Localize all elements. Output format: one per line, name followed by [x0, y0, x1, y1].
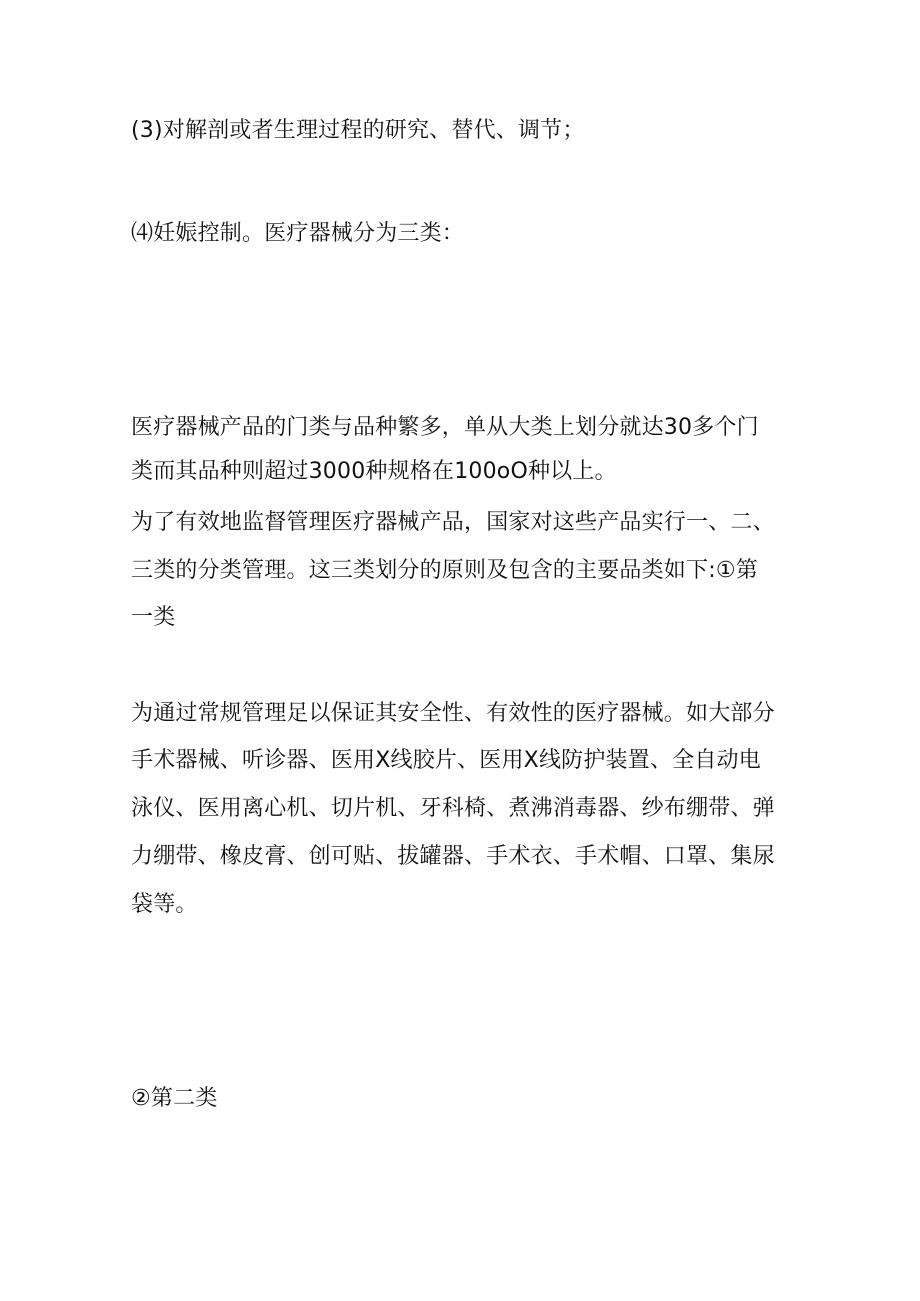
list-item-3: (3)对解剖或者生理过程的研究、替代、调节；	[131, 118, 585, 143]
paragraph-line: 为了有效地监督管理医疗器械产品，国家对这些产品实行一、二、	[131, 510, 775, 535]
paragraph-line: 三类的分类管理。这三类划分的原则及包含的主要品类如下:①第	[131, 558, 758, 583]
paragraph-line: 力绷带、橡皮膏、创可贴、拔罐器、手术衣、手术帽、口罩、集尿	[131, 844, 775, 869]
paragraph-line: 手术器械、听诊器、医用X线胶片、医用X线防护装置、全自动电	[131, 748, 761, 773]
paragraph-line: 医疗器械产品的门类与品种繁多，单从大类上划分就达30多个门	[131, 415, 759, 440]
section-heading-class-two: ②第二类	[131, 1086, 218, 1111]
paragraph-line: 为通过常规管理足以保证其安全性、有效性的医疗器械。如大部分	[131, 701, 775, 726]
paragraph-line: 泳仪、医用离心机、切片机、牙科椅、煮沸消毒器、纱布绷带、弹	[131, 796, 775, 821]
paragraph-line: 类而其品种则超过3000种规格在100oO种以上。	[131, 459, 617, 484]
paragraph-line: 一类	[131, 605, 176, 630]
list-item-4: ⑷妊娠控制。医疗器械分为三类：	[131, 221, 465, 246]
paragraph-line: 袋等。	[131, 892, 198, 917]
